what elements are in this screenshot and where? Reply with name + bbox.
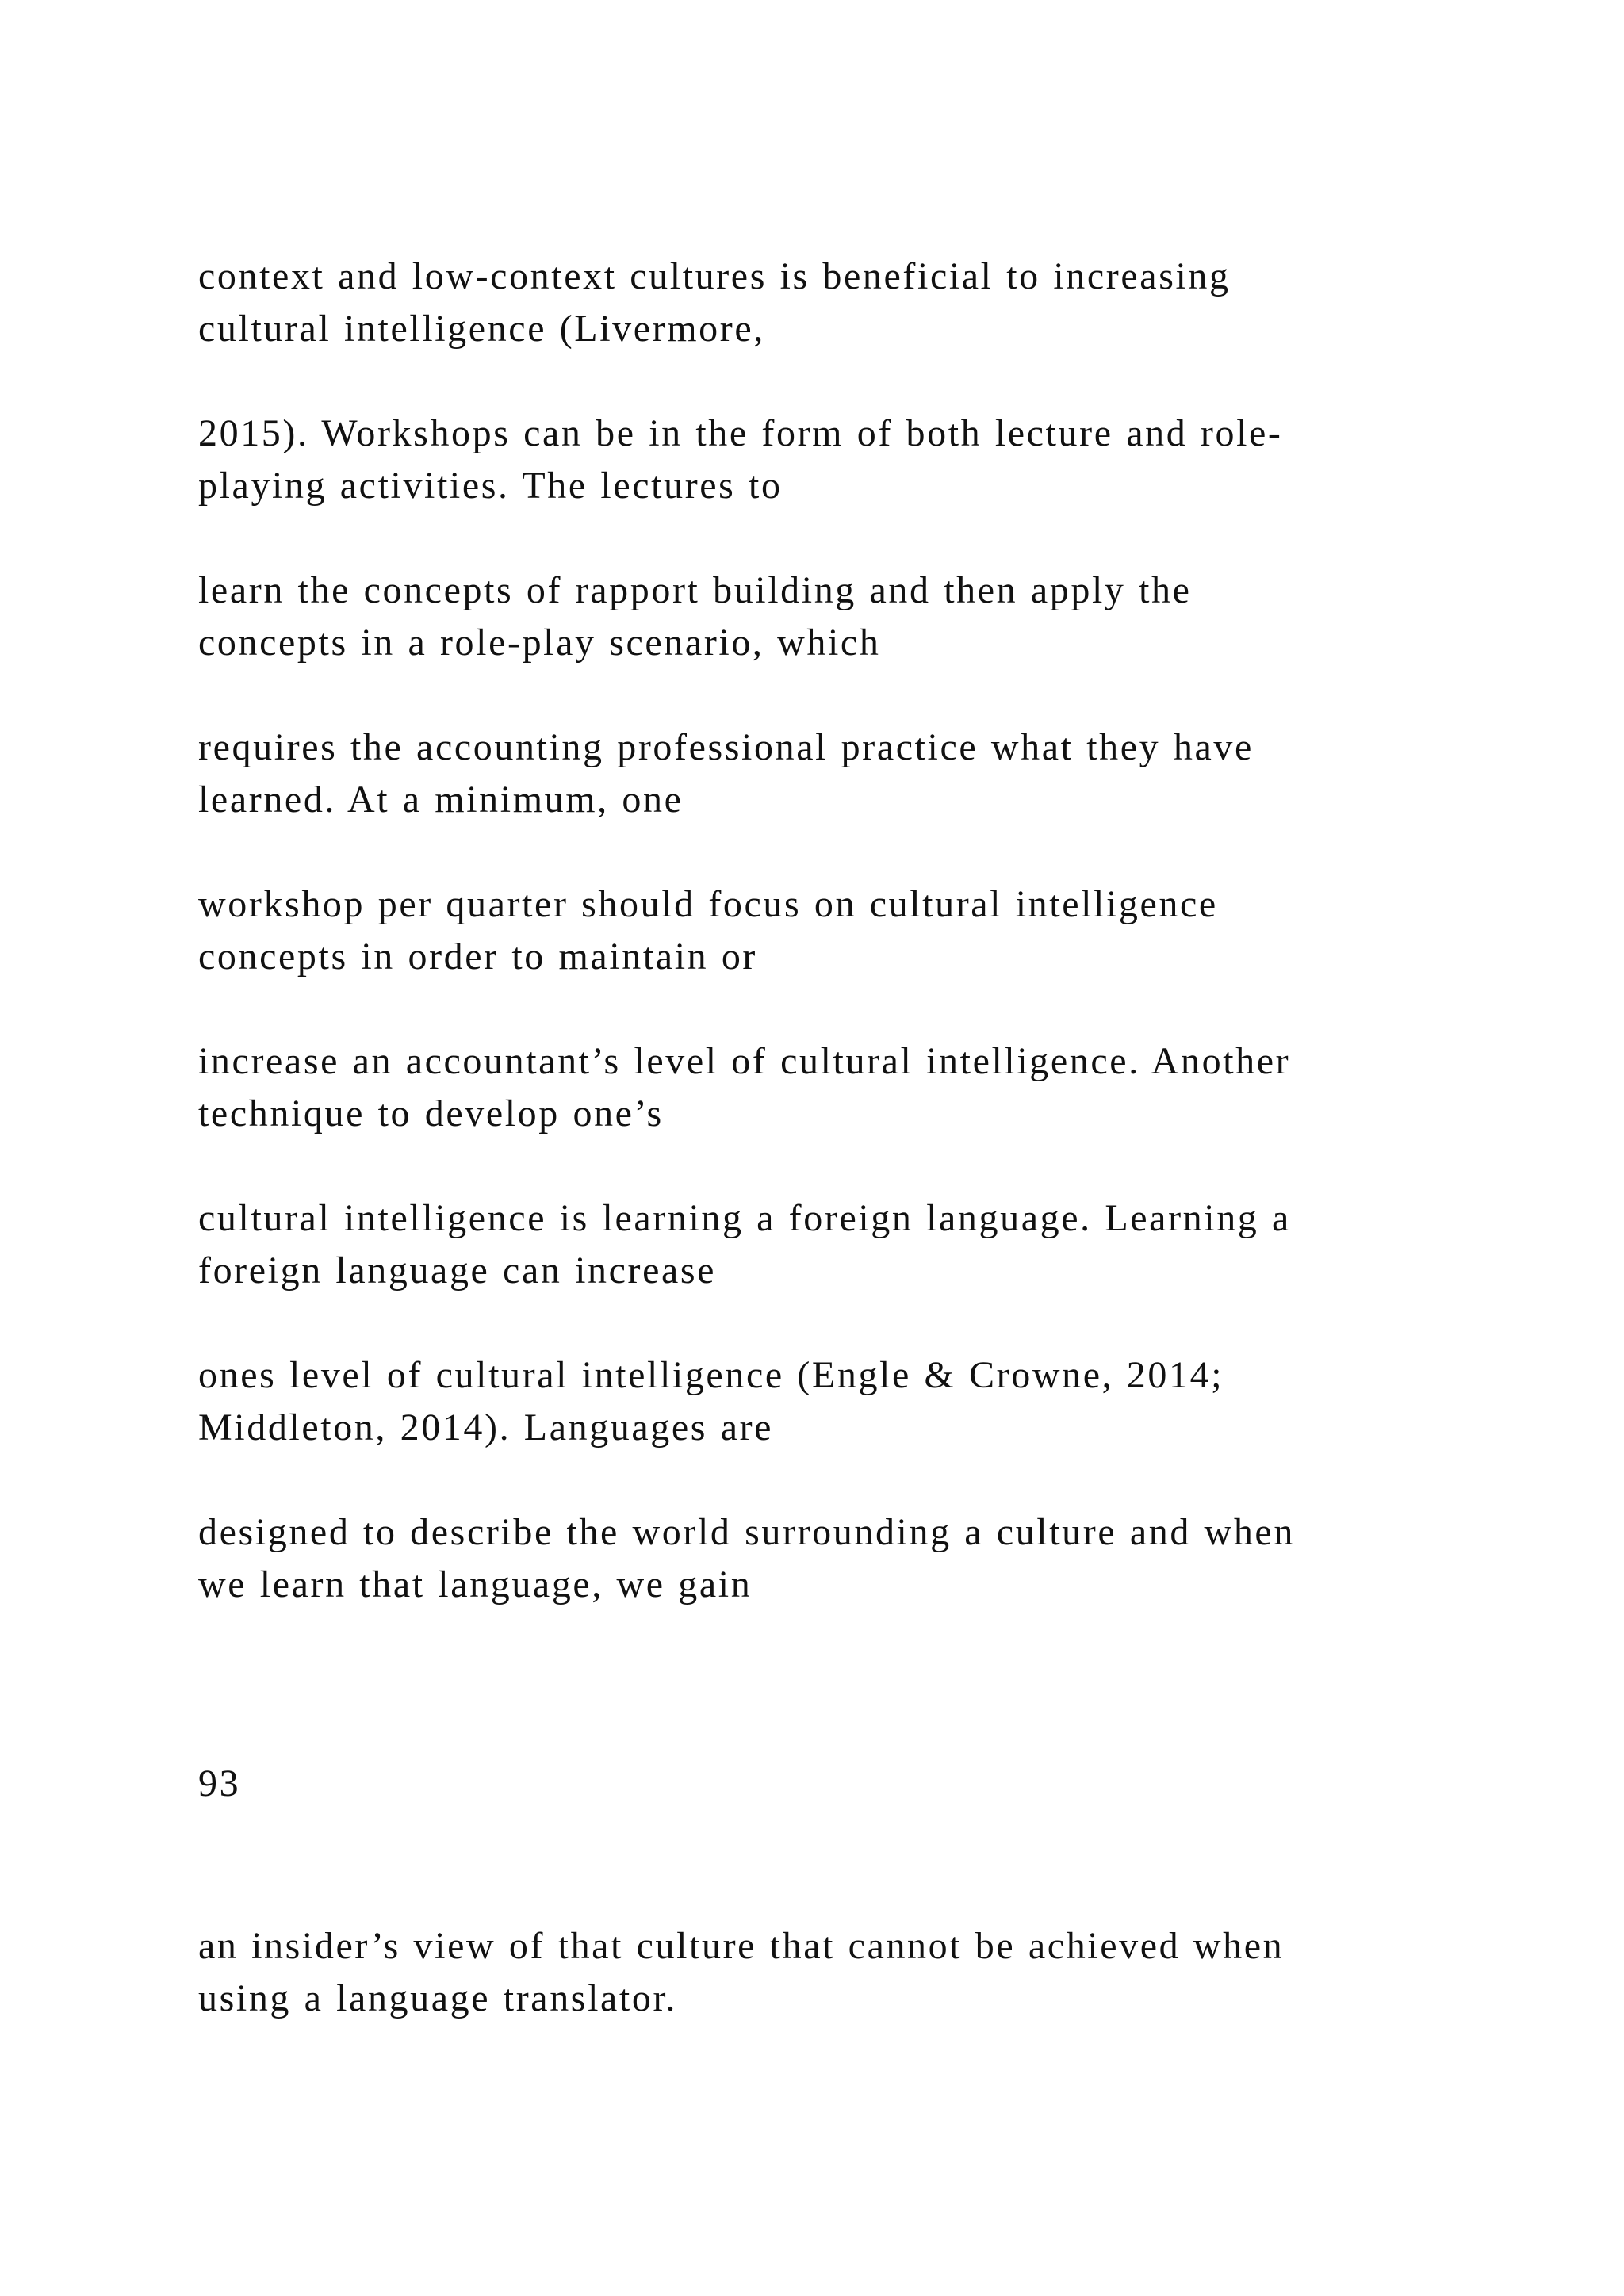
text-paragraph-2 (198, 408, 1507, 512)
text-line: an insider’s view of that culture that cannot be achieved when (198, 1925, 1285, 1967)
text-line: 2015). Workshops can be in the form of both lecture and role- (198, 412, 1283, 454)
text-line: playing activities. The lectures to (198, 465, 783, 507)
text-paragraph-9 (198, 1506, 1507, 1611)
text-line: cultural intelligence is learning a foreign language. Learning a (198, 1197, 1291, 1239)
page-number: 93 (198, 1762, 241, 1804)
text-line: Middleton, 2014). Languages are (198, 1406, 774, 1448)
text-line: using a language translator. (198, 1977, 677, 2019)
text-line: ones level of cultural intelligence (Engle & Crowne, 2014; (198, 1354, 1224, 1396)
text-line: designed to describe the world surrounding a culture and when (198, 1511, 1295, 1553)
text-line: concepts in a role-play scenario, which (198, 622, 881, 664)
text-line: learn the concepts of rapport building and then apply the (198, 569, 1192, 611)
text-paragraph-3 (198, 564, 1507, 669)
text-line: learned. At a minimum, one (198, 779, 684, 821)
text-line: cultural intelligence (Livermore, (198, 308, 765, 350)
text-paragraph-10 (198, 1920, 1507, 2025)
text-line: concepts in order to maintain or (198, 936, 758, 978)
text-line: foreign language can increase (198, 1249, 717, 1292)
text-line: increase an accountant’s level of cultural intelligence. Another (198, 1040, 1291, 1082)
text-line: workshop per quarter should focus on cultural intelligence (198, 883, 1218, 925)
text-paragraph-7 (198, 1192, 1507, 1297)
text-line: we learn that language, we gain (198, 1563, 753, 1605)
text-line: technique to develop one’s (198, 1093, 664, 1135)
text-paragraph-5 (198, 878, 1507, 983)
text-paragraph-6 (198, 1035, 1507, 1140)
text-line: requires the accounting professional practice what they have (198, 726, 1254, 768)
text-paragraph-4 (198, 721, 1507, 826)
text-line: context and low-context cultures is beneficial to increasing (198, 255, 1231, 297)
text-paragraph-1 (198, 251, 1507, 355)
text-paragraph-8 (198, 1349, 1507, 1454)
